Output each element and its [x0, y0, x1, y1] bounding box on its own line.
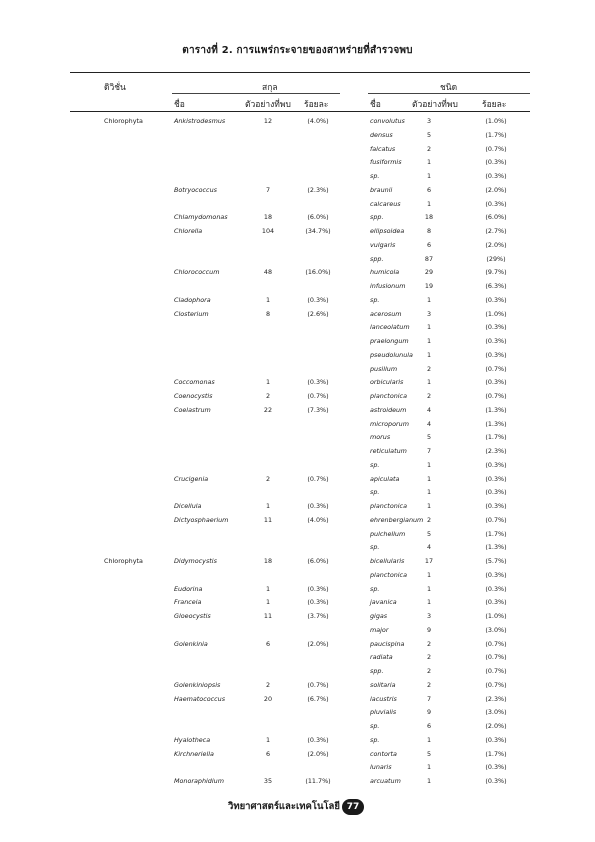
- genus-cell: Coelastrum: [174, 405, 211, 414]
- species-pct-cell: (0.3%): [485, 460, 507, 469]
- genus-pct-cell: (0.3%): [307, 502, 329, 510]
- species-pct-cell: (0.3%): [485, 337, 507, 345]
- species-count-cell: 1: [426, 584, 432, 593]
- genus-cell: Chlorella: [174, 227, 203, 235]
- genus-count-cell: 22: [263, 405, 273, 414]
- genus-count-cell: 2: [265, 680, 271, 689]
- species-cell: ehrenbergianum: [370, 515, 424, 524]
- genus-count-cell: 8: [265, 309, 271, 318]
- genus-count-cell: 104: [261, 227, 275, 235]
- species-count-cell: 6: [426, 185, 432, 194]
- genus-count-cell: 35: [263, 777, 273, 785]
- species-count-cell: 3: [426, 309, 432, 318]
- species-count-cell: 2: [426, 680, 432, 689]
- page-footer: [0, 798, 595, 816]
- genus-cell: Dictyosphaerium: [174, 515, 229, 524]
- species-pct-cell: (0.3%): [485, 323, 507, 332]
- species-count-cell: 1: [426, 323, 432, 332]
- species-cell: lacustris: [370, 694, 397, 703]
- species-count-cell: 9: [426, 708, 432, 717]
- genus-cell: Didymocystis: [174, 557, 217, 565]
- species-pct-cell: (0.3%): [485, 763, 507, 772]
- genus-cell: Cladophora: [174, 295, 211, 304]
- species-cell: bicellularis: [370, 557, 405, 565]
- species-count-cell: 6: [426, 722, 432, 730]
- species-count-cell: 6: [426, 240, 432, 249]
- species-cell: vulgaris: [370, 240, 396, 249]
- genus-cell: Coenocystis: [174, 392, 213, 400]
- species-pct-cell: (1.3%): [485, 419, 507, 428]
- species-count-cell: 1: [426, 460, 432, 469]
- species-cell: sp.: [370, 584, 380, 593]
- species-count-cell: 18: [424, 213, 434, 222]
- species-count-cell: 2: [426, 364, 432, 373]
- species-cell: acerosum: [370, 309, 402, 318]
- species-pct-cell: (29%): [486, 254, 506, 263]
- species-cell: contorta: [370, 749, 397, 758]
- species-count-cell: 7: [426, 694, 432, 703]
- genus-count-cell: 1: [265, 378, 271, 387]
- genus-pct-cell: (6.0%): [307, 213, 329, 222]
- genus-cell: Golenkinia: [174, 639, 208, 648]
- genus-pct-cell: (7.3%): [307, 405, 329, 414]
- header-species-pct: ร้อยละ: [482, 100, 507, 110]
- species-cell: morus: [370, 433, 391, 442]
- species-pct-cell: (0.3%): [485, 199, 507, 208]
- species-pct-cell: (0.3%): [485, 584, 507, 593]
- genus-cell: Crucigenia: [174, 474, 209, 483]
- species-cell: spp.: [370, 667, 384, 675]
- genus-cell: Ankistrodesmus: [174, 117, 226, 125]
- species-count-cell: 1: [426, 763, 432, 772]
- species-pct-cell: (0.3%): [485, 598, 507, 607]
- species-cell: sp.: [370, 488, 380, 497]
- genus-pct-cell: (0.3%): [307, 378, 329, 387]
- species-cell: orbicularis: [370, 378, 404, 387]
- species-cell: sp.: [370, 172, 380, 180]
- division-cell: Chlorophyta: [104, 117, 143, 125]
- species-count-cell: 17: [424, 557, 434, 565]
- species-count-cell: 3: [426, 612, 432, 620]
- genus-count-cell: 1: [265, 584, 271, 593]
- header-species-name: ชื่อ: [370, 100, 381, 110]
- header-species-group: ชนิด: [440, 83, 458, 93]
- species-count-cell: 5: [426, 749, 432, 758]
- species-pct-cell: (0.7%): [485, 680, 507, 689]
- species-cell: pusillum: [370, 364, 398, 373]
- genus-pct-cell: (11.7%): [305, 777, 331, 785]
- table-top-rule: [70, 72, 530, 73]
- species-cell: solitaria: [370, 680, 396, 689]
- species-pct-cell: (5.7%): [485, 557, 507, 565]
- species-cell: major: [370, 625, 389, 634]
- genus-count-cell: 6: [265, 639, 271, 648]
- genus-pct-cell: (0.3%): [307, 735, 329, 744]
- species-pct-cell: (1.7%): [485, 749, 507, 758]
- species-count-cell: 19: [424, 282, 434, 290]
- genus-pct-cell: (2.0%): [307, 749, 329, 758]
- species-pct-cell: (2.3%): [485, 694, 507, 703]
- genus-pct-cell: (6.0%): [307, 557, 329, 565]
- species-cell: planctonica: [370, 570, 407, 579]
- species-cell: densus: [370, 130, 393, 139]
- species-count-cell: 1: [426, 488, 432, 497]
- species-cell: falcatus: [370, 144, 396, 153]
- genus-count-cell: 18: [263, 557, 273, 565]
- genus-cell: Franceia: [174, 598, 202, 607]
- species-count-cell: 1: [426, 502, 432, 510]
- species-count-cell: 1: [426, 777, 432, 785]
- species-pct-cell: (0.3%): [485, 172, 507, 180]
- species-count-cell: 2: [426, 639, 432, 648]
- species-count-cell: 1: [426, 199, 432, 208]
- species-pct-cell: (2.7%): [485, 227, 507, 235]
- species-pct-cell: (6.0%): [485, 213, 507, 222]
- species-cell: calcareus: [370, 199, 401, 208]
- genus-pct-cell: (0.3%): [307, 598, 329, 607]
- genus-cell: Chlorococcum: [174, 268, 220, 277]
- genus-cell: Kirchneriella: [174, 749, 214, 758]
- species-cell: lanceolatum: [370, 323, 410, 332]
- genus-count-cell: 1: [265, 502, 271, 510]
- header-bottom-rule: [70, 111, 530, 112]
- species-count-cell: 4: [426, 543, 432, 552]
- species-count-cell: 2: [426, 392, 432, 400]
- genus-pct-cell: (0.3%): [307, 295, 329, 304]
- genus-count-cell: 12: [263, 117, 273, 125]
- species-pct-cell: (9.7%): [485, 268, 507, 277]
- species-count-cell: 2: [426, 515, 432, 524]
- genus-count-cell: 1: [265, 598, 271, 607]
- genus-cell: Gloeocystis: [174, 612, 211, 620]
- species-cell: sp.: [370, 543, 380, 552]
- species-cell: microporum: [370, 419, 409, 428]
- species-pct-cell: (0.7%): [485, 392, 507, 400]
- species-pct-cell: (1.0%): [485, 117, 507, 125]
- genus-count-cell: 11: [263, 612, 273, 620]
- genus-count-cell: 1: [265, 735, 271, 744]
- species-count-cell: 5: [426, 529, 432, 538]
- species-cell: fusiformis: [370, 158, 402, 167]
- species-count-cell: 2: [426, 667, 432, 675]
- species-count-cell: 1: [426, 378, 432, 387]
- species-count-cell: 4: [426, 405, 432, 414]
- species-count-cell: 29: [424, 268, 434, 277]
- species-count-cell: 7: [426, 447, 432, 455]
- genus-cell: Coccomonas: [174, 378, 215, 387]
- species-cell: spp.: [370, 213, 384, 222]
- species-cell: radiata: [370, 653, 393, 662]
- species-cell: sp.: [370, 460, 380, 469]
- species-count-cell: 1: [426, 337, 432, 345]
- species-count-cell: 4: [426, 419, 432, 428]
- species-pct-cell: (0.3%): [485, 570, 507, 579]
- genus-cell: Hyalotheca: [174, 735, 211, 744]
- species-cell: pseudolunula: [370, 350, 413, 359]
- species-pct-cell: (0.3%): [485, 735, 507, 744]
- page-number: 77: [342, 799, 364, 815]
- species-cell: paucispina: [370, 639, 405, 648]
- species-cell: pluvialis: [370, 708, 397, 717]
- species-pct-cell: (0.3%): [485, 158, 507, 167]
- genus-pct-cell: (2.6%): [307, 309, 329, 318]
- header-genus-pct: ร้อยละ: [304, 100, 329, 110]
- species-pct-cell: (0.3%): [485, 295, 507, 304]
- genus-pct-cell: (0.7%): [307, 392, 329, 400]
- table-title: ตารางที่ 2. การแพร่กระจายของสาหร่ายที่สำรวจพบ: [182, 45, 413, 56]
- genus-count-cell: 6: [265, 749, 271, 758]
- genus-cell: Haematococcus: [174, 694, 226, 703]
- species-pct-cell: (2.0%): [485, 185, 507, 194]
- species-pct-cell: (1.7%): [485, 433, 507, 442]
- species-pct-cell: (0.3%): [485, 350, 507, 359]
- species-pct-cell: (2.0%): [485, 722, 507, 730]
- genus-pct-cell: (6.7%): [307, 694, 329, 703]
- species-count-cell: 1: [426, 735, 432, 744]
- species-count-cell: 1: [426, 172, 432, 180]
- journal-name: วิทยาศาสตร์และเทคโนโลยี: [228, 801, 340, 812]
- genus-count-cell: 48: [263, 268, 273, 277]
- species-cell: sp.: [370, 735, 380, 744]
- species-count-cell: 5: [426, 433, 432, 442]
- genus-pct-cell: (2.3%): [307, 185, 329, 194]
- species-pct-cell: (1.7%): [485, 529, 507, 538]
- species-cell: planctonica: [370, 392, 407, 400]
- species-pct-cell: (0.3%): [485, 777, 507, 785]
- species-cell: ellipsoidea: [370, 227, 405, 235]
- species-count-cell: 8: [426, 227, 432, 235]
- species-count-cell: 1: [426, 295, 432, 304]
- genus-cell: Closterium: [174, 309, 209, 318]
- species-pct-cell: (0.7%): [485, 144, 507, 153]
- species-group-rule: [368, 93, 530, 94]
- species-count-cell: 1: [426, 350, 432, 359]
- species-count-cell: 3: [426, 117, 432, 125]
- genus-count-cell: 11: [263, 515, 273, 524]
- genus-cell: Botryococcus: [174, 185, 217, 194]
- species-count-cell: 87: [424, 254, 434, 263]
- genus-cell: Monoraphidium: [174, 777, 224, 785]
- species-cell: planctonica: [370, 502, 407, 510]
- species-pct-cell: (1.3%): [485, 405, 507, 414]
- genus-count-cell: 20: [263, 694, 273, 703]
- species-count-cell: 9: [426, 625, 432, 634]
- species-cell: braunii: [370, 185, 393, 194]
- header-division: ดิวิชั่น: [104, 83, 126, 93]
- species-count-cell: 1: [426, 570, 432, 579]
- genus-pct-cell: (2.0%): [307, 639, 329, 648]
- genus-count-cell: 2: [265, 474, 271, 483]
- genus-count-cell: 7: [265, 185, 271, 194]
- genus-pct-cell: (4.0%): [307, 515, 329, 524]
- species-cell: apiculata: [370, 474, 400, 483]
- species-pct-cell: (6.3%): [485, 282, 507, 290]
- genus-pct-cell: (16.0%): [305, 268, 331, 277]
- species-pct-cell: (2.3%): [485, 447, 507, 455]
- species-pct-cell: (3.0%): [485, 708, 507, 717]
- species-pct-cell: (1.3%): [485, 543, 507, 552]
- genus-pct-cell: (4.0%): [307, 117, 329, 125]
- genus-pct-cell: (0.7%): [307, 474, 329, 483]
- species-pct-cell: (0.3%): [485, 378, 507, 387]
- species-pct-cell: (1.0%): [485, 309, 507, 318]
- genus-pct-cell: (34.7%): [305, 227, 331, 235]
- species-pct-cell: (0.3%): [485, 502, 507, 510]
- species-cell: astroideum: [370, 405, 407, 414]
- species-cell: convolutus: [370, 117, 405, 125]
- genus-cell: Golenkiniopsis: [174, 680, 221, 689]
- species-cell: sp.: [370, 295, 380, 304]
- species-cell: spp.: [370, 254, 384, 263]
- species-cell: pulchellum: [370, 529, 406, 538]
- genus-pct-cell: (3.7%): [307, 612, 329, 620]
- species-pct-cell: (0.7%): [485, 639, 507, 648]
- division-cell: Chlorophyta: [104, 557, 143, 565]
- genus-pct-cell: (0.3%): [307, 584, 329, 593]
- genus-count-cell: 18: [263, 213, 273, 222]
- species-cell: lunaris: [370, 763, 392, 772]
- species-pct-cell: (0.3%): [485, 488, 507, 497]
- species-pct-cell: (2.0%): [485, 240, 507, 249]
- species-cell: javanica: [370, 598, 397, 607]
- genus-group-rule: [172, 93, 340, 94]
- genus-count-cell: 2: [265, 392, 271, 400]
- header-species-count: ตัวอย่างที่พบ: [412, 100, 458, 110]
- species-pct-cell: (0.7%): [485, 653, 507, 662]
- header-genus-name: ชื่อ: [174, 100, 185, 110]
- species-count-cell: 2: [426, 653, 432, 662]
- genus-cell: Eudorina: [174, 584, 203, 593]
- species-count-cell: 1: [426, 474, 432, 483]
- genus-cell: Chlamydomonas: [174, 213, 228, 222]
- header-genus-group: สกุล: [262, 83, 278, 93]
- species-count-cell: 1: [426, 598, 432, 607]
- header-genus-count: ตัวอย่างที่พบ: [245, 100, 291, 110]
- species-cell: infusionum: [370, 282, 406, 290]
- genus-pct-cell: (0.7%): [307, 680, 329, 689]
- species-pct-cell: (0.7%): [485, 667, 507, 675]
- species-cell: reticulatum: [370, 447, 407, 455]
- species-cell: praelongum: [370, 337, 409, 345]
- species-pct-cell: (0.7%): [485, 364, 507, 373]
- species-count-cell: 2: [426, 144, 432, 153]
- species-cell: sp.: [370, 722, 380, 730]
- genus-count-cell: 1: [265, 295, 271, 304]
- species-cell: gigas: [370, 612, 388, 620]
- genus-cell: Dicellula: [174, 502, 202, 510]
- species-count-cell: 1: [426, 158, 432, 167]
- species-count-cell: 5: [426, 130, 432, 139]
- species-pct-cell: (1.7%): [485, 130, 507, 139]
- species-cell: humicola: [370, 268, 400, 277]
- species-cell: arcuatum: [370, 777, 401, 785]
- species-pct-cell: (0.7%): [485, 515, 507, 524]
- species-pct-cell: (0.3%): [485, 474, 507, 483]
- species-pct-cell: (3.0%): [485, 625, 507, 634]
- species-pct-cell: (1.0%): [485, 612, 507, 620]
